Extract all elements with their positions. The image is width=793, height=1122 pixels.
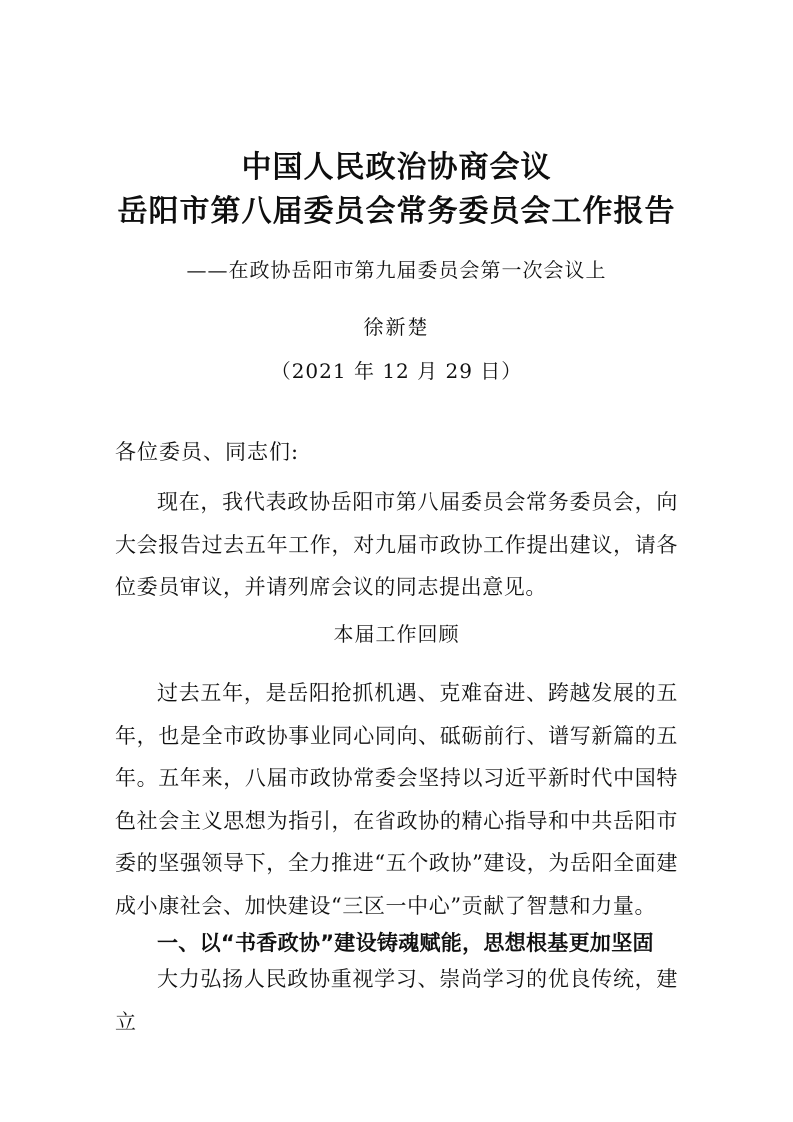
section-heading: 本届工作回顾 (333, 622, 460, 646)
review-paragraph: 过去五年，是岳阳抢抓机遇、克难奋进、跨越发展的五年，也是全市政协事业同心同向、砥砺前行、谱写新篇的五年。五年来，八届市政协常委会坚持以习近平新时代中国特色社会主义思想为指引，在省政协的精心指导和中共岳阳市委的坚强领导下，全力推进“五个政协”建设，为岳阳全面建成小康社会、加快建设“三区一中心”贡献了智慧和力量。 (115, 681, 678, 918)
study-paragraph: 大力弘扬人民政协重视学习、崇尚学习的优良传统，建立 (115, 967, 678, 1034)
report-date: （2021 年 12 月 29 日） (270, 359, 523, 383)
opening-paragraph: 现在，我代表政协岳阳市第八届委员会常务委员会，向大会报告过去五年工作，对九届市政协工作提出建议，请各位委员审议，并请列席会议的同志提出意见。 (115, 490, 678, 599)
salutation: 各位委员、同志们: (115, 440, 300, 464)
subheading-one: 一、以“书香政协”建设铸魂赋能，思想根基更加坚固 (157, 931, 654, 955)
report-subtitle: ——在政协岳阳市第九届委员会第一次会议上 (186, 258, 607, 282)
report-author: 徐新楚 (363, 315, 430, 339)
report-title-line-1: 中国人民政治协商会议 (241, 150, 552, 185)
report-title-line-2: 岳阳市第八届委员会常务委员会工作报告 (117, 194, 676, 229)
